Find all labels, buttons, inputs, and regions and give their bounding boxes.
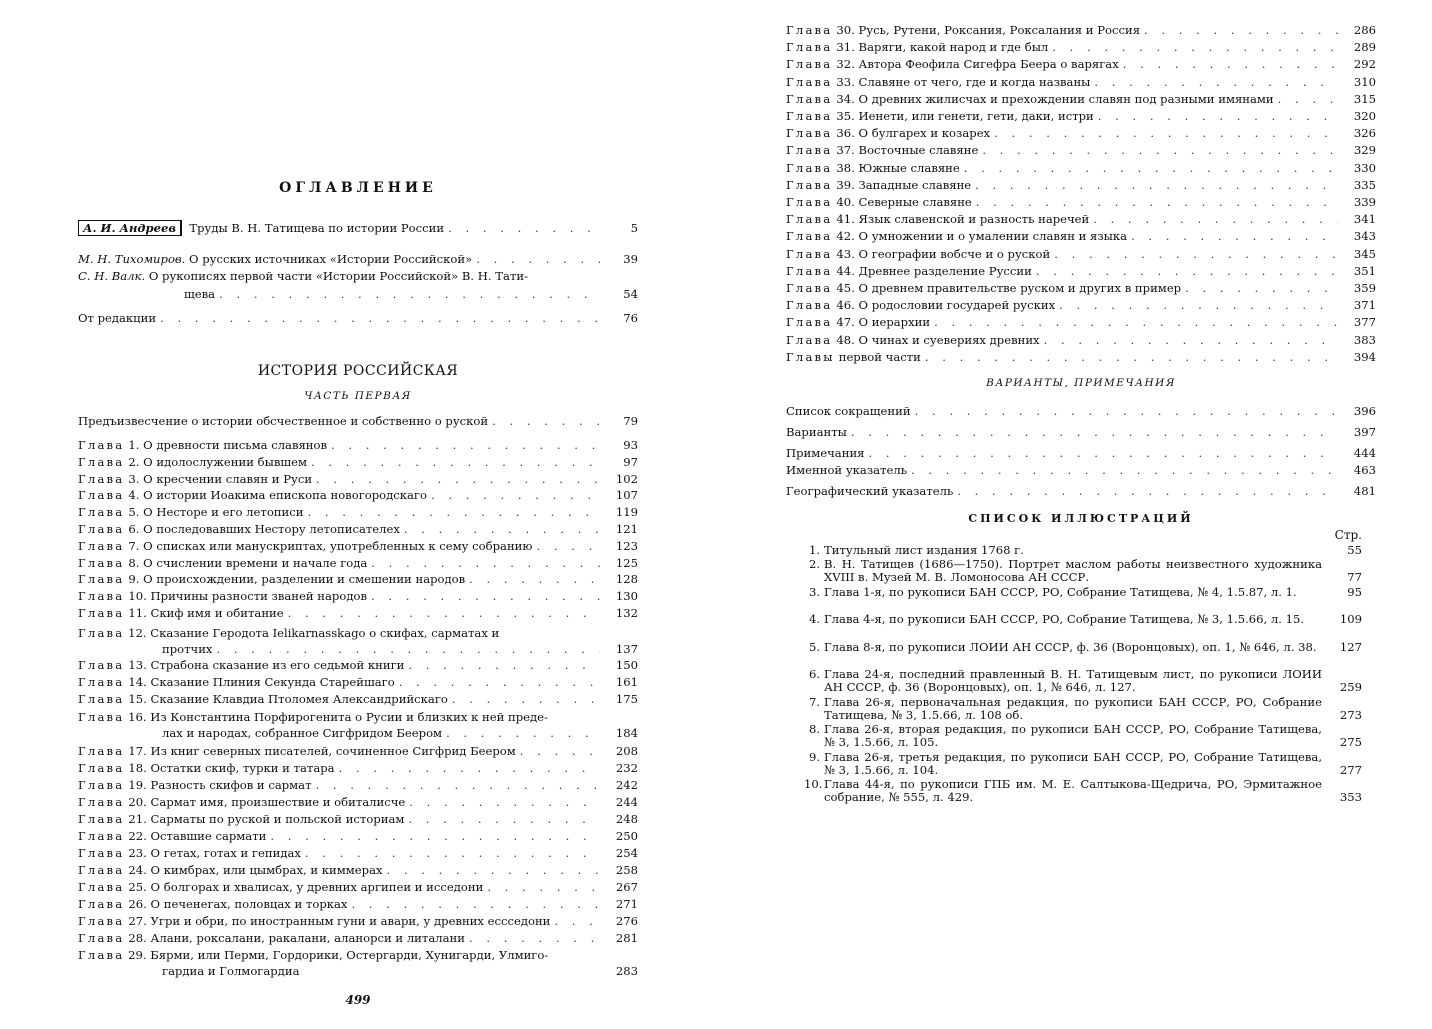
page-number: 132	[615, 606, 638, 620]
toc-entry-chapter[interactable]: Глава 1. О древности письма славянов . . . 93	[78, 437, 638, 453]
leader-dots	[1185, 280, 1338, 296]
leader-dots	[469, 930, 600, 946]
toc-entry-chapter[interactable]: Глава 46. О родословии государей руских . . . 371	[786, 297, 1376, 313]
illustration-number: 4.	[808, 612, 820, 626]
page-number: 97	[623, 454, 638, 469]
leader-dots	[371, 588, 600, 604]
leader-dots	[1131, 228, 1338, 244]
toc-entry-chapter[interactable]: Глава 21. Сарматы по руской и польской историам . . . 248	[78, 811, 638, 827]
page-number: 315	[1353, 91, 1376, 106]
toc-entry-chapter[interactable]: Глава 47. О иерархии . . . 377	[786, 314, 1376, 330]
leader-dots	[915, 403, 1338, 419]
page-number: 109	[1339, 612, 1362, 626]
toc-entry-chapter[interactable]: Глава 11. Скиф имя и обитание . . . 132	[78, 605, 638, 621]
leader-dots	[487, 879, 600, 895]
page-number: 292	[1353, 57, 1376, 72]
page-number: 267	[615, 880, 638, 894]
toc-entry-chapter[interactable]: Глава 2. О идолослужении бывшем . . . 97	[78, 454, 638, 470]
leader-dots	[1059, 297, 1338, 313]
leader-dots	[448, 220, 600, 236]
toc-entry-chapter[interactable]: Глава 13. Страбона сказание из его седьмой книги . . . 150	[78, 657, 638, 673]
illustration-caption: Глава 1-я, по рукописи БАН СССР, РО, Собрание Татищева, № 4, 1.5.87, л. 1.	[824, 585, 1297, 599]
page-number: 123	[615, 538, 638, 553]
leader-dots	[216, 641, 600, 657]
page-number: 329	[1353, 143, 1376, 158]
toc-entry-chapter[interactable]: Глава 48. О чинах и суевериях древних . . . 383	[786, 332, 1376, 348]
leader-dots	[1278, 91, 1338, 107]
illustration-entry[interactable]	[804, 586, 1376, 599]
leader-dots	[1098, 108, 1338, 124]
page-number: 351	[1353, 263, 1376, 278]
page-number: 5	[630, 221, 638, 235]
illustration-entry[interactable]	[804, 696, 1376, 722]
leader-dots	[404, 521, 600, 537]
page-number: 137	[615, 642, 638, 656]
toc-entry-preface[interactable]: Предъизвесчение о истории обсчественное и собственно о руской . . . 79	[78, 413, 638, 429]
leader-dots	[371, 555, 600, 571]
leader-dots	[288, 605, 600, 621]
page-number: 242	[615, 778, 638, 792]
page-number: 175	[615, 692, 638, 706]
leader-dots	[1094, 74, 1338, 90]
toc-entry-chapter[interactable]: Глава 15. Сказание Клавдиа Птоломея Александрийскаго . . . 175	[78, 691, 638, 707]
leader-dots	[408, 657, 600, 673]
illustration-entry[interactable]	[804, 778, 1376, 804]
leader-dots	[446, 725, 600, 741]
illustration-caption: Глава 44-я, по рукописи ГПБ им. М. Е. Салтыкова-Щедрича, РО, Эрмитажное собрание, № 555, л. 429.	[824, 777, 1322, 804]
toc-entry-tikhomirov[interactable]: М. Н. Тихомиров. О русских источниках «Истории Российской» . . . 39	[78, 251, 638, 267]
page-number: 320	[1353, 109, 1376, 123]
toc-entry-chapter[interactable]: Глава 5. О Несторе и его летописи . . . 119	[78, 504, 638, 520]
page-number: 54	[623, 287, 638, 301]
toc-entry-ch16-cont: лах и народах, собранное Сигфридом Беером . . . 184	[78, 725, 638, 741]
toc-entry-chapter[interactable]: Глава 10. Причины разности званей народов . . . 130	[78, 588, 638, 604]
toc-entry-chapter[interactable]: Глава 42. О умножении и о умалении славян и языка . . . 343	[786, 228, 1376, 244]
illustration-caption: Глава 26-я, третья редакция, по рукописи БАН СССР, РО, Собрание Татищева, № 3, 1.5.66, л. 104.	[824, 750, 1322, 777]
leader-dots	[331, 437, 600, 453]
page-column-label: Стр.	[1334, 528, 1362, 542]
leader-dots	[307, 504, 600, 520]
page-number: 377	[1353, 315, 1376, 330]
page-number: 161	[615, 675, 638, 689]
page-number: 345	[1353, 246, 1376, 261]
page-number: 371	[1353, 298, 1376, 313]
leader-dots	[851, 424, 1338, 440]
page-number: 107	[615, 488, 638, 503]
toc-entry-chapter[interactable]: Глава 33. Славяне от чего, где и когда названы . . . 310	[786, 74, 1376, 90]
toc-entry-chapter[interactable]: Глава 37. Восточные славяне . . . 329	[786, 142, 1376, 158]
leader-dots	[408, 811, 600, 827]
page-number: 481	[1353, 484, 1376, 498]
illustration-entry[interactable]	[804, 751, 1376, 777]
page-number: 184	[615, 726, 638, 740]
toc-entry-chapter[interactable]: Главы первой части . . . 394	[786, 349, 1376, 365]
toc-entry-chapter[interactable]: Глава 27. Угри и обри, по иностранным гуни и авари, у древних ессседони . . . 276	[78, 913, 638, 929]
toc-entry-ch12-cont: протчих . . . 137	[78, 641, 638, 657]
illustration-entry[interactable]	[804, 668, 1376, 694]
toc-entry-chapter[interactable]: Глава 17. Из книг северных писателей, сочиненное Сигфрид Беером . . . 208	[78, 743, 638, 759]
toc-entry-chapter[interactable]: Глава 7. О списках или манускриптах, употребленных к сему собранию . . . 123	[78, 538, 638, 554]
toc-entry-chapter[interactable]: Глава 6. О последовавших Нестору летописателех . . . 121	[78, 521, 638, 537]
page-number: 341	[1353, 212, 1376, 227]
left-page	[78, 0, 638, 1029]
page-number: 130	[615, 589, 638, 604]
toc-entry-ch12[interactable]: Глава 12. Сказание Геродота Ielikarnasskago o скифах, сарматах и	[78, 626, 500, 640]
toc-entry-ch29-cont: гардиа и Голмогардиа 283	[162, 964, 638, 978]
illustration-caption: Глава 8-я, по рукописи ЛОИИ АН СССР, ф. 36 (Воронцовых), оп. 1, № 646, л. 38.	[824, 640, 1317, 654]
illustration-number: 2.	[808, 557, 820, 571]
toc-entry-chapter[interactable]: Глава 4. О истории Иоакима епископа новогородскаго . . . 107	[78, 487, 638, 503]
toc-entry-chapter[interactable]: Глава 38. Южные славяне . . . 330	[786, 160, 1376, 176]
page-number: 343	[1353, 229, 1376, 244]
page-number: 208	[615, 744, 638, 758]
page-number: 128	[615, 572, 638, 587]
leader-dots	[1054, 246, 1338, 262]
leader-dots	[964, 160, 1338, 176]
page-number: 463	[1353, 463, 1376, 477]
leader-dots	[1123, 56, 1338, 72]
leader-dots	[409, 794, 600, 810]
illustration-caption: Титульный лист издания 1768 г.	[824, 543, 1024, 557]
page-number: 258	[615, 863, 638, 877]
page-number: 150	[615, 658, 638, 672]
page-number: 326	[1353, 126, 1376, 141]
toc-entry-appendix[interactable]: Список сокращений . . . 396	[786, 403, 1376, 419]
page-number: 250	[615, 829, 638, 843]
leader-dots	[868, 445, 1338, 461]
leader-dots	[351, 896, 600, 912]
page-number: 76	[623, 311, 638, 325]
toc-entry-chapter[interactable]: Глава 36. О булгарех и козарех . . . 326	[786, 125, 1376, 141]
toc-entry-chapter[interactable]: Глава 20. Сармат имя, произшествие и обиталисче . . . 244	[78, 794, 638, 810]
leader-dots	[957, 483, 1338, 499]
page-number: 102	[615, 471, 638, 486]
illustration-caption: В. Н. Татищев (1686—1750). Портрет маслом работы неизвестного художника XVIII в. Музей М. В. Ломоносова АН СССР.	[824, 557, 1322, 584]
toc-entry-chapter[interactable]: Глава 40. Северные славяне . . . 339	[786, 194, 1376, 210]
toc-entry-andreev[interactable]: А. И. Андреев Труды В. Н. Татищева по истории России . . . 5	[78, 220, 638, 236]
toc-entry-chapter[interactable]: Глава 19. Разность скифов и сармат . . . 242	[78, 777, 638, 793]
toc-entry-chapter[interactable]: Глава 24. О кимбрах, или цымбрах, и киммерах . . . 258	[78, 862, 638, 878]
leader-dots	[1036, 263, 1338, 279]
toc-heading: ОГЛАВЛЕНИЕ	[279, 180, 437, 196]
illustration-caption: Глава 26-я, вторая редакция, по рукописи БАН СССР, РО, Собрание Татищева, № 3, 1.5.66, л. 105.	[824, 722, 1322, 749]
page-number: 335	[1353, 177, 1376, 192]
leader-dots	[975, 177, 1338, 193]
leader-dots	[911, 462, 1338, 478]
page-number: 273	[1339, 708, 1362, 722]
illustration-number: 3.	[808, 585, 820, 599]
page-number: 127	[1339, 640, 1362, 654]
leader-dots	[934, 314, 1338, 330]
page-number: 283	[615, 964, 638, 978]
page-number: 254	[615, 846, 638, 860]
folio: 499	[345, 993, 371, 1007]
toc-entry-editors[interactable]: От редакции . . . 76	[78, 310, 638, 326]
leader-dots	[316, 777, 600, 793]
page-number: 244	[615, 795, 638, 809]
leader-dots	[994, 125, 1338, 141]
toc-entry-valk[interactable]: С. Н. Валк. О рукописях первой части «Истории Российской» В. Н. Тати-	[78, 269, 528, 283]
toc-entry-chapter[interactable]: Глава 30. Русь, Рутени, Роксания, Роксалания и Россия . . . 286	[786, 22, 1376, 38]
right-page	[786, 0, 1376, 1029]
page-number: 339	[1353, 195, 1376, 209]
page-number: 248	[615, 812, 638, 826]
toc-entry-chapter[interactable]: Глава 8. О счислении времени и начале года . . . 125	[78, 555, 638, 571]
toc-entry-chapter[interactable]: Глава 41. Язык славенской и разность наречей . . . 341	[786, 211, 1376, 227]
leader-dots	[520, 743, 600, 759]
toc-entry-chapter[interactable]: Глава 35. Иенети, или генети, гети, даки, истри . . . 320	[786, 108, 1376, 124]
page-number: 281	[615, 931, 638, 945]
page-number: 277	[1339, 763, 1362, 777]
toc-entry-appendix[interactable]: Географический указатель . . . 481	[786, 483, 1376, 499]
leader-dots	[554, 913, 600, 929]
leader-dots	[492, 413, 600, 429]
toc-entry-chapter[interactable]: Глава 23. О гетах, готах и гепидах . . . 254	[78, 845, 638, 861]
toc-entry-valk-cont: щева . . . 54	[78, 286, 638, 302]
page-number: 276	[615, 914, 638, 928]
toc-entry-chapter[interactable]: Глава 45. О древнем правительстве руском и других в пример . . . 359	[786, 280, 1376, 296]
leader-dots	[160, 310, 600, 326]
page-number: 95	[1347, 585, 1362, 599]
toc-entry-chapter[interactable]: Глава 26. О печенегах, половцах и торках . . . 271	[78, 896, 638, 912]
page-number: 119	[615, 505, 638, 520]
page-number: 286	[1353, 23, 1376, 37]
page-number: 39	[623, 252, 638, 266]
page-number: 289	[1353, 40, 1376, 55]
toc-entry-appendix[interactable]: Варианты . . . 397	[786, 424, 1376, 440]
page-number: 396	[1353, 404, 1376, 418]
illustration-number: 10.	[804, 777, 823, 791]
illustration-number: 7.	[808, 695, 820, 709]
leader-dots	[311, 454, 600, 470]
page-number: 232	[615, 761, 638, 775]
illustrations-heading: СПИСОК ИЛЛЮСТРАЦИЙ	[968, 512, 1194, 525]
page-number: 55	[1347, 543, 1362, 557]
toc-entry-appendix[interactable]: Именной указатель . . . 463	[786, 462, 1376, 478]
leader-dots	[1144, 22, 1338, 38]
leader-dots	[270, 828, 600, 844]
page-number: 397	[1353, 425, 1376, 439]
page-number: 259	[1339, 680, 1362, 694]
leader-dots	[316, 471, 600, 487]
part-title: ЧАСТЬ ПЕРВАЯ	[304, 390, 412, 402]
page-number: 444	[1353, 446, 1376, 460]
illustration-caption: Глава 24-я, последний правленный В. Н. Татищевым лист, по рукописи ЛОИИ АН СССР, ф. 36 (Воронцовых), оп. 1, № 646, л. 127.	[824, 667, 1322, 694]
leader-dots	[1052, 39, 1338, 55]
toc-entry-ch29[interactable]: Глава 29. Бярми, или Перми, Гордорики, Остергарди, Хунигарди, Улмиго-	[78, 948, 549, 962]
page-number: 394	[1353, 349, 1376, 364]
illustration-number: 9.	[808, 750, 820, 764]
leader-dots	[219, 286, 600, 302]
illustration-caption: Глава 4-я, по рукописи БАН СССР, РО, Собрание Татищева, № 3, 1.5.66, л. 15.	[824, 612, 1305, 626]
toc-entry-chapter[interactable]: Глава 43. О географии вобсче и о руской . . . 345	[786, 246, 1376, 262]
leader-dots	[537, 538, 601, 554]
illustration-number: 6.	[808, 667, 820, 681]
leader-dots	[469, 571, 600, 587]
page-number: 93	[623, 438, 638, 452]
toc-entry-chapter[interactable]: Глава 14. Сказание Плиния Секунда Старейшаго . . . 161	[78, 674, 638, 690]
toc-entry-chapter[interactable]: Глава 22. Оставшие сармати . . . 250	[78, 828, 638, 844]
page-number: 125	[615, 555, 638, 570]
illustration-entry[interactable]	[804, 613, 1376, 626]
page-number: 121	[615, 522, 638, 536]
toc-entry-chapter[interactable]: Глава 3. О кресчении славян и Руси . . . 102	[78, 471, 638, 487]
illustration-number: 8.	[808, 722, 820, 736]
illustration-caption: Глава 26-я, первоначальная редакция, по рукописи БАН СССР, РО, Собрание Татищева, № 3, 1.5.66, л. 108 об.	[824, 695, 1322, 722]
toc-entry-chapter[interactable]: Глава 28. Алани, роксалани, ракалани, аланорси и литалани . . . 281	[78, 930, 638, 946]
leader-dots	[452, 691, 600, 707]
toc-entry-chapter[interactable]: Глава 39. Западные славяне . . . 335	[786, 177, 1376, 193]
toc-entry-chapter[interactable]: Глава 18. Остатки скиф, турки и татара . . . 232	[78, 760, 638, 776]
page-number: 271	[615, 897, 638, 911]
page-number: 77	[1347, 570, 1362, 584]
page-number: 330	[1353, 160, 1376, 175]
illustration-number: 1.	[808, 543, 820, 557]
leader-dots	[976, 194, 1338, 210]
author-andreev: А. И. Андреев	[78, 220, 182, 236]
illustration-entry[interactable]	[804, 544, 1376, 557]
toc-entry-chapter[interactable]: Глава 25. О болгорах и хвалисах, у древних аргипеи и исседони . . . 267	[78, 879, 638, 895]
toc-entry-chapter[interactable]: Глава 32. Автора Феофила Сигефра Беера о варягах . . . 292	[786, 56, 1376, 72]
variants-heading: ВАРИАНТЫ, ПРИМЕЧАНИЯ	[986, 377, 1176, 389]
toc-entry-appendix[interactable]: Примечания . . . 444	[786, 445, 1376, 461]
page-number: 79	[623, 414, 638, 428]
toc-entry-chapter[interactable]: Глава 34. О древних жилисчах и прехождении славян под разными имянами . . . 315	[786, 91, 1376, 107]
page-number: 275	[1339, 735, 1362, 749]
leader-dots	[925, 349, 1338, 365]
leader-dots	[305, 845, 600, 861]
leader-dots	[431, 487, 600, 503]
book-title: ИСТОРИЯ РОССИЙСКАЯ	[257, 363, 459, 379]
leader-dots	[387, 862, 600, 878]
illustration-entry[interactable]	[804, 558, 1376, 584]
leader-dots	[476, 251, 600, 267]
page-number: 383	[1353, 332, 1376, 347]
illustration-entry[interactable]	[804, 723, 1376, 749]
page-number: 353	[1339, 790, 1362, 804]
toc-entry-ch16[interactable]: Глава 16. Из Константина Порфирогенита о Русии и близких к ней преде-	[78, 710, 548, 724]
leader-dots	[1093, 211, 1338, 227]
illustration-entry[interactable]	[804, 641, 1376, 654]
leader-dots	[339, 760, 600, 776]
leader-dots	[1044, 332, 1338, 348]
leader-dots	[399, 674, 600, 690]
toc-entry-chapter[interactable]: Глава 31. Варяги, какой народ и где был . . . 289	[786, 39, 1376, 55]
page-number: 359	[1353, 281, 1376, 295]
toc-entry-chapter[interactable]: Глава 44. Древнее разделение Руссии . . . 351	[786, 263, 1376, 279]
page-number: 310	[1353, 74, 1376, 89]
illustration-number: 5.	[808, 640, 820, 654]
toc-entry-chapter[interactable]: Глава 9. О происхождении, разделении и смешении народов . . . 128	[78, 571, 638, 587]
leader-dots	[982, 142, 1338, 158]
